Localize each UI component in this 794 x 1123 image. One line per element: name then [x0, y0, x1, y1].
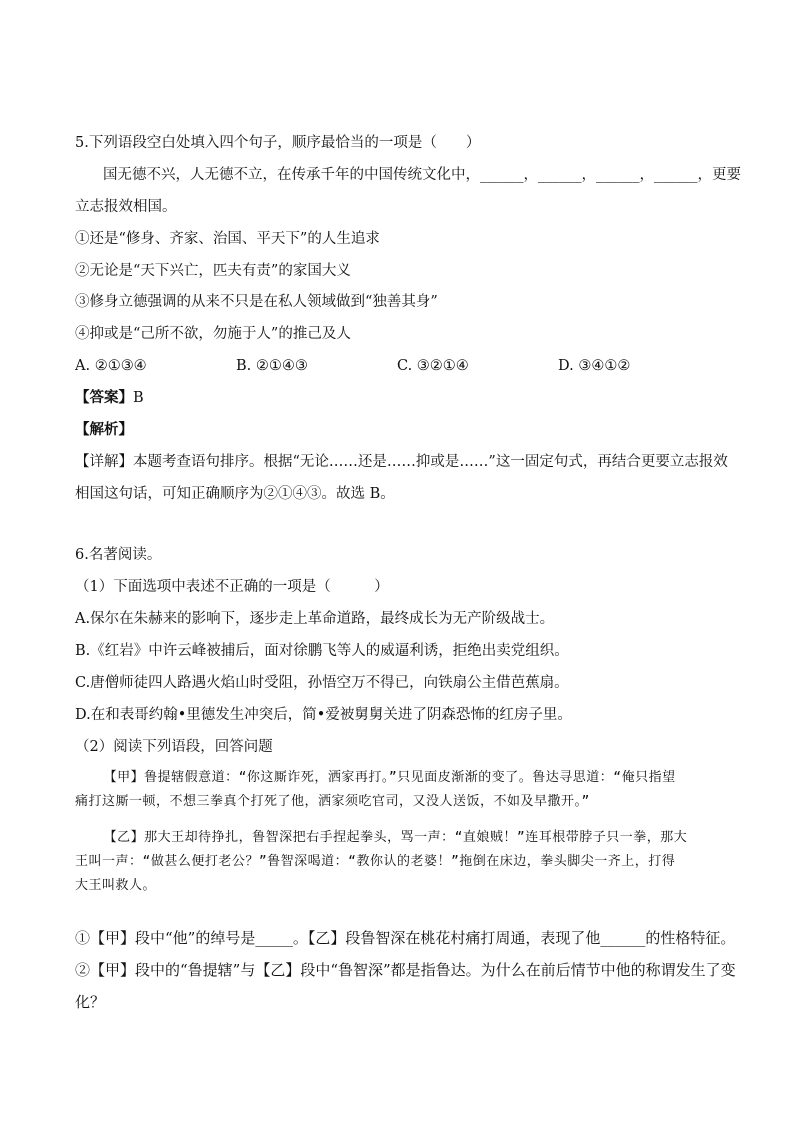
option-a: A. ②①③④	[75, 358, 147, 374]
answer-value: B	[133, 390, 144, 406]
q6-sub1-option: D.在和表哥约翰•里德发生冲突后，简•爱被舅舅关进了阴森恐怖的红房子里。	[75, 707, 572, 723]
q5-passage-line: 立志报效相国。	[75, 199, 177, 215]
q6-stem: 6.名著阅读。	[75, 547, 162, 563]
excerpt-line: 【乙】那大王却待挣扎，鲁智深把右手捏起拳头，骂一声：“直娘贼！”连耳根带脖子只一拳，那大	[103, 830, 688, 845]
q6-sub1: （1）下面选项中表述不正确的一项是（ ）	[75, 579, 389, 595]
excerpt-yi	[75, 826, 738, 898]
q6-sub2: （2）阅读下列语段，回答问题	[75, 739, 273, 755]
option-d: D. ③④①②	[558, 358, 631, 374]
q5-analysis-label	[75, 420, 746, 440]
q5-detail-line: 相国这句话，可知正确顺序为②①④③。故选 B。	[75, 486, 395, 502]
q5-item: ③修身立德强调的从来不只是在私人领域做到“独善其身”	[75, 294, 438, 310]
excerpt-line: 大王叫救人。	[75, 878, 157, 893]
option-b: B. ②①④③	[236, 358, 308, 374]
excerpt-jia	[75, 766, 738, 814]
q6-sub1-option: B.《红岩》中许云峰被捕后，面对徐鹏飞等人的威逼利诱，拒绝出卖党组织。	[75, 643, 569, 659]
q5-item: ④抑或是“己所不欲，勿施于人”的推己及人	[75, 326, 351, 342]
q5-stem: 5.下列语段空白处填入四个句子，顺序最恰当的一项是（ ）	[75, 135, 481, 151]
q6-question-1: ①【甲】段中“他”的绰号是_____。【乙】段鲁智深在桃花村痛打周通，表现了他______的性格特征。	[75, 929, 736, 947]
q5-detail-line: 【详解】本题考查语句排序。根据“无论……还是……抑或是……”这一固定句式，再结合更要立志报效	[75, 454, 728, 470]
excerpt-line: 王叫一声：“做甚么便打老公？”鲁智深喝道：“教你认的老婆！”拖倒在床边，拳头脚尖一齐上，打得	[75, 854, 676, 869]
q5-item: ②无论是“天下兴亡，匹夫有责”的家国大义	[75, 263, 351, 279]
analysis-label: 【解析】	[75, 421, 133, 438]
q5-options	[75, 356, 746, 376]
q5-item: ①还是“修身、齐家、治国、平天下”的人生追求	[75, 231, 380, 247]
q6-question-2: ②【甲】段中的“鲁提辖”与【乙】段中“鲁智深”都是指鲁达。为什么在前后情节中他的称谓发生了变	[75, 961, 736, 979]
q6-sub1-option: A.保尔在朱赫来的影响下，逐步走上革命道路，最终成长为无产阶级战士。	[75, 611, 555, 627]
option-c: C. ③②①④	[397, 358, 469, 374]
excerpt-line: 痛打这厮一顿，不想三拳真个打死了他，洒家须吃官司，又没人送饭，不如及早撒开。”	[75, 794, 590, 809]
q5-answer	[75, 388, 746, 408]
answer-label: 【答案】	[75, 389, 133, 406]
excerpt-line: 【甲】鲁提辖假意道：“你这厮诈死，洒家再打。”只见面皮渐渐的变了。鲁达寻思道：“俺只指望	[103, 770, 676, 785]
q6-question-2: 化？	[75, 993, 106, 1011]
q6-sub1-option: C.唐僧师徒四人路遇火焰山时受阻，孙悟空万不得已，向铁扇公主借芭蕉扇。	[75, 675, 569, 691]
q5-passage-line: 国无德不兴，人无德不立，在传承千年的中国传统文化中，______，______，______，______，更要	[103, 167, 741, 183]
